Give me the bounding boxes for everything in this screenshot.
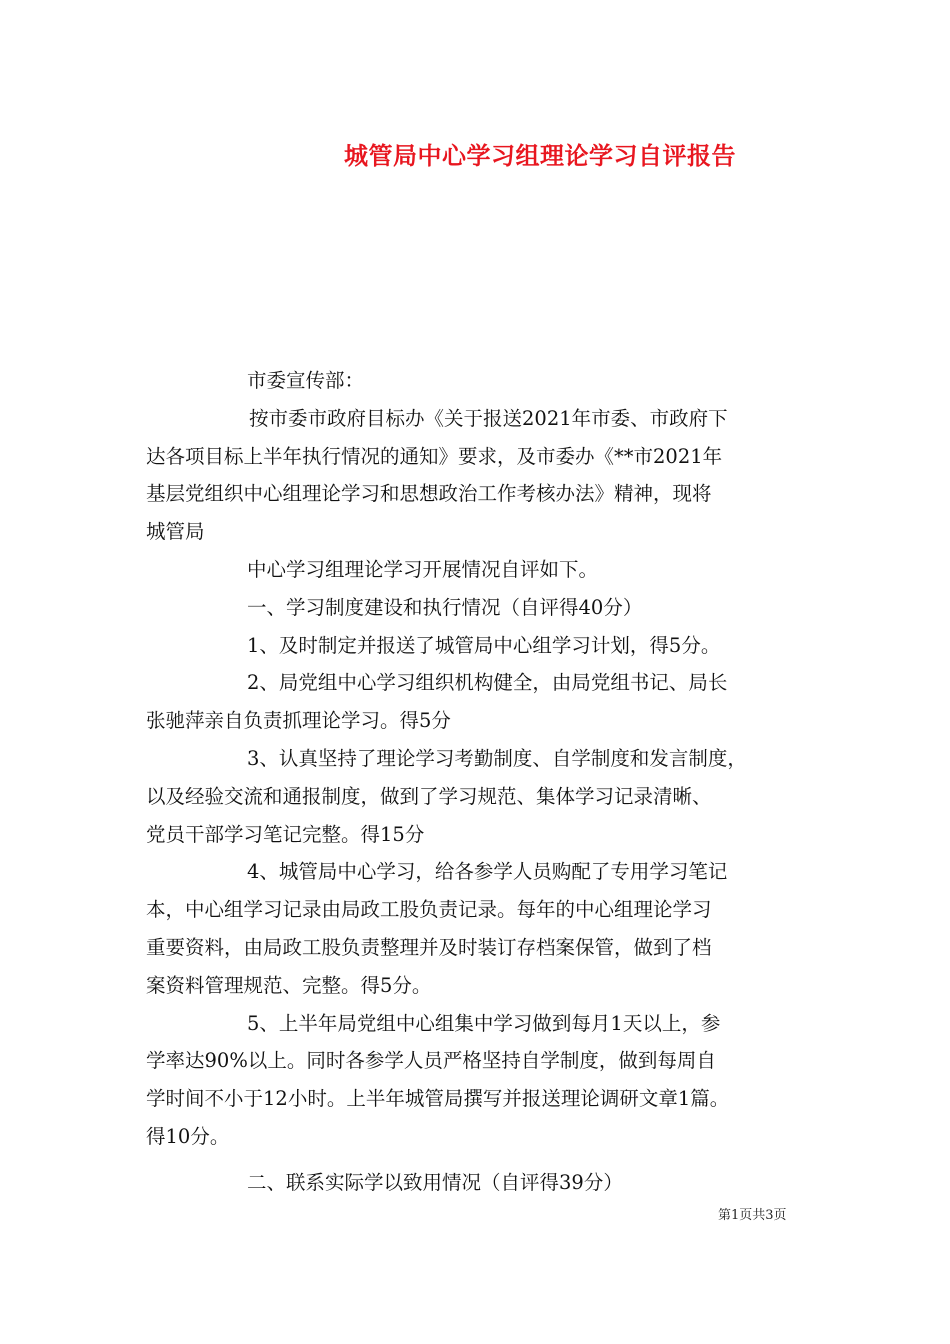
paragraph-line: 5、上半年局党组中心组集中学习做到每月1天以上，参	[247, 1011, 721, 1035]
paragraph-line: 得10分。	[146, 1124, 230, 1148]
paragraph-line: 2、局党组中心学习组织机构健全，由局党组书记、局长	[247, 671, 728, 695]
paragraph-line: 4、城管局中心学习，给各参学人员购配了专用学习笔记	[247, 860, 728, 884]
paragraph-line: 党员干部学习笔记完整。得15分	[146, 822, 425, 846]
paragraph-line: 张驰萍亲自负责抓理论学习。得5分	[146, 709, 451, 733]
paragraph-line: 学率达90%以上。同时各参学人员严格坚持自学制度，做到每周自	[146, 1049, 716, 1073]
paragraph-line: 达各项目标上半年执行情况的通知》要求，及市委办《**市2021年	[146, 444, 723, 468]
document-body	[146, 362, 811, 1202]
paragraph-line: 按市委市政府目标办《关于报送2021年市委、市政府下	[249, 406, 728, 430]
section-heading: 二、联系实际学以致用情况（自评得39分）	[247, 1170, 623, 1194]
document-title: 城管局中心学习组理论学习自评报告	[344, 141, 736, 170]
section-heading: 一、学习制度建设和执行情况（自评得40分）	[247, 595, 643, 619]
paragraph-line: 中心学习组理论学习开展情况自评如下。	[247, 557, 599, 581]
paragraph-line: 重要资料，由局政工股负责整理并及时装订存档案保管，做到了档	[146, 935, 712, 959]
paragraph-line: 学时间不小于12小时。上半年城管局撰写并报送理论调研文章1篇。	[146, 1087, 730, 1111]
paragraph-line: 基层党组织中心组理论学习和思想政治工作考核办法》精神，现将	[146, 482, 712, 506]
paragraph-line: 以及经验交流和通报制度，做到了学习规范、集体学习记录清晰、	[146, 784, 712, 808]
paragraph-line: 本，中心组学习记录由局政工股负责记录。每年的中心组理论学习	[146, 898, 712, 922]
paragraph-line: 案资料管理规范、完整。得5分。	[146, 973, 432, 997]
paragraph-line: 1、及时制定并报送了城管局中心组学习计划，得5分。	[247, 633, 721, 657]
paragraph-line: 3、认真坚持了理论学习考勤制度、自学制度和发言制度，	[247, 746, 747, 770]
salutation: 市委宣传部：	[247, 369, 365, 392]
paragraph-line: 城管局	[146, 520, 205, 544]
page-number: 第1页共3页	[718, 1208, 787, 1223]
